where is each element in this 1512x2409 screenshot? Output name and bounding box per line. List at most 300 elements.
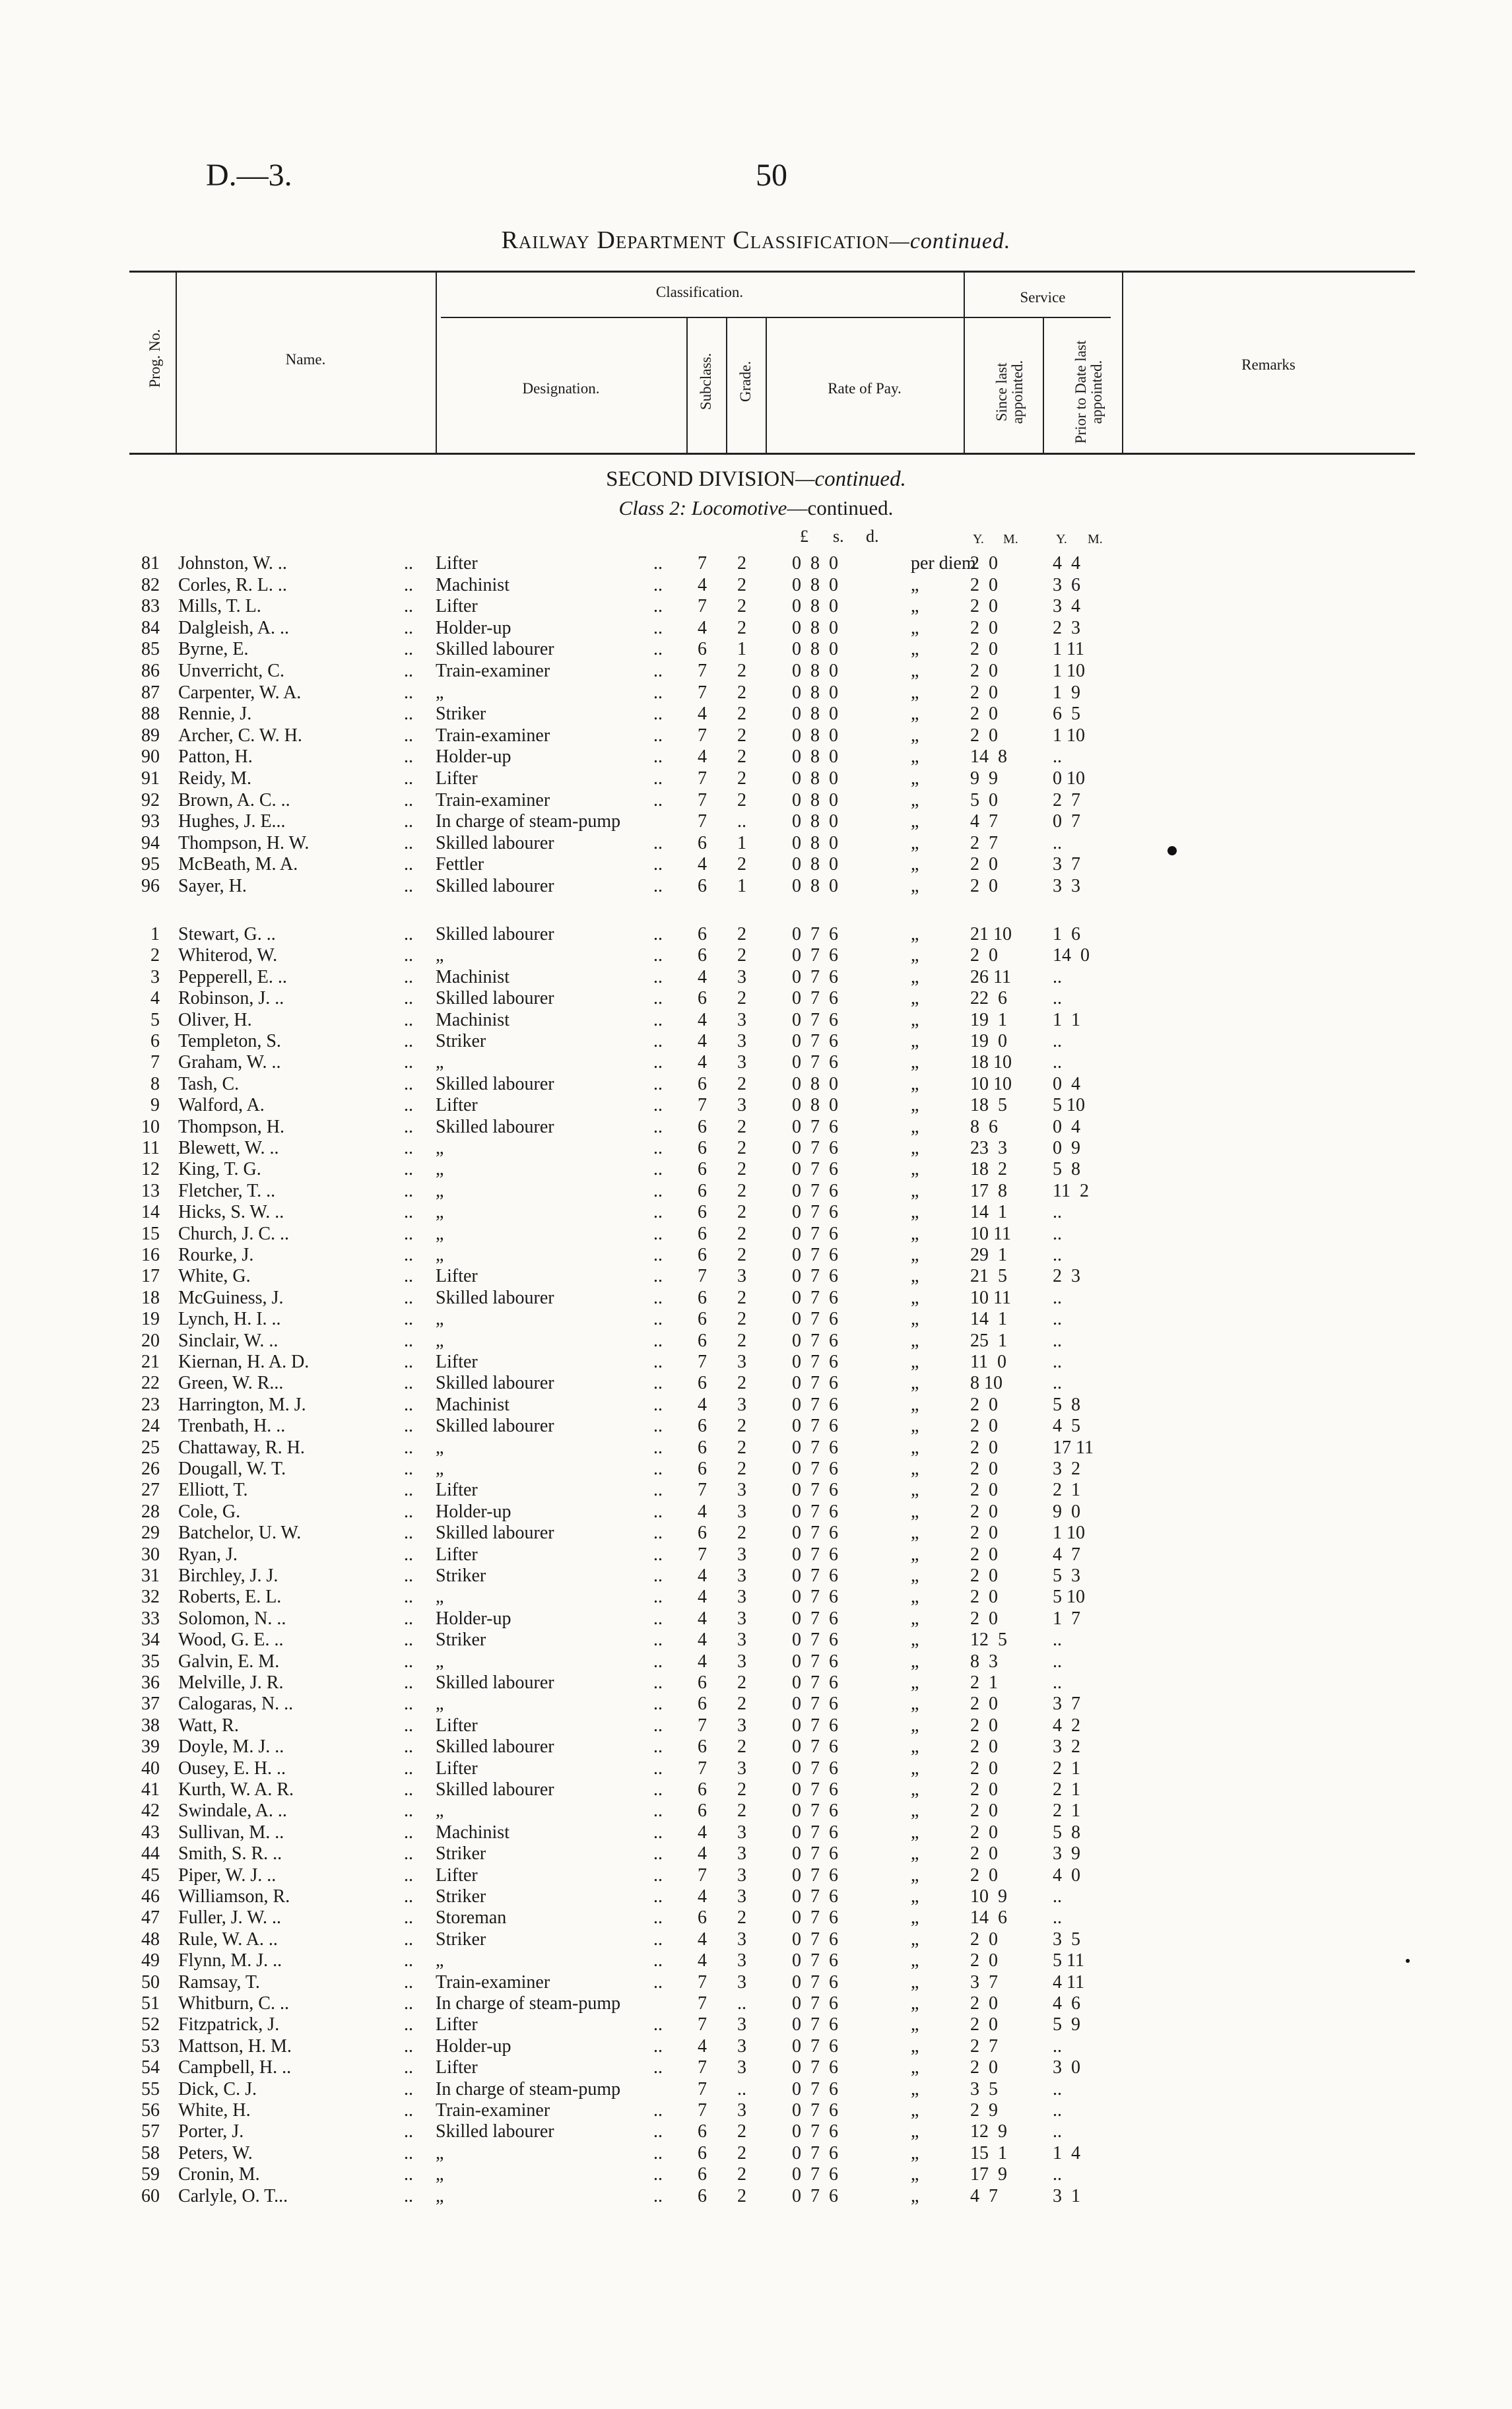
cell-prior: ..	[1053, 1886, 1062, 1907]
table-row	[0, 1822, 1512, 1843]
cell-per: „	[911, 1800, 919, 1822]
table-row	[0, 1245, 1512, 1266]
table-row	[0, 661, 1512, 682]
cell-per: „	[911, 1459, 919, 1479]
cell-since: 19 0	[970, 1031, 1007, 1051]
cell-dot2: ..	[653, 1630, 663, 1651]
cell-dot2: ..	[653, 854, 663, 875]
cell-no: 85	[141, 639, 160, 660]
cell-grade: 2	[737, 617, 746, 638]
cell-dot2: ..	[653, 1651, 663, 1672]
cell-des: Skilled labourer	[436, 1073, 554, 1094]
table-row	[0, 1566, 1512, 1587]
cell-des: „	[436, 1138, 444, 1158]
cell-per: „	[911, 1202, 919, 1223]
cell-grade: 3	[737, 1950, 746, 1971]
cell-grade: 2	[737, 1180, 746, 1201]
cell-dot2: ..	[653, 1031, 663, 1051]
cell-dot1: ..	[404, 1630, 413, 1651]
cell-prior: ..	[1053, 746, 1062, 768]
cell-dot1: ..	[404, 1672, 413, 1693]
cell-since: 2 0	[970, 1736, 998, 1758]
cell-sub: 4	[698, 1651, 707, 1672]
cell-pay: 0 7 6	[792, 966, 838, 987]
division-continued: —continued.	[795, 467, 906, 491]
cell-dot1: ..	[404, 661, 413, 681]
cell-per: „	[911, 1373, 919, 1394]
cell-dot2: ..	[653, 1694, 663, 1715]
cell-per: „	[911, 811, 919, 832]
cell-dot2: ..	[653, 1073, 663, 1094]
cell-since: 2 0	[970, 1715, 998, 1736]
cell-name: McBeath, M. A.	[178, 854, 298, 875]
cell-des: Machinist	[436, 966, 509, 987]
cell-sub: 7	[698, 1971, 707, 1993]
cell-dot2: ..	[653, 1116, 663, 1137]
cell-grade: 2	[737, 2142, 746, 2163]
cell-grade: 3	[737, 1009, 746, 1030]
cell-since: 5 0	[970, 789, 998, 810]
cell-pay: 0 7 6	[792, 1715, 838, 1736]
cell-dot2: ..	[653, 639, 663, 660]
cell-prior: 0 7	[1053, 811, 1080, 832]
cell-des: Holder-up	[436, 1501, 511, 1522]
cell-no: 9	[150, 1095, 160, 1116]
cell-sub: 6	[698, 1330, 707, 1351]
title-main: Railway Department Classification	[501, 226, 890, 254]
cell-pay: 0 7 6	[792, 1907, 838, 1929]
cell-no: 26	[141, 1459, 160, 1479]
cell-dot1: ..	[404, 2185, 413, 2206]
cell-grade: 2	[737, 1202, 746, 1223]
cell-sub: 6	[698, 832, 707, 853]
table-row	[0, 1587, 1512, 1608]
cell-no: 90	[141, 746, 160, 768]
table-row	[0, 1309, 1512, 1330]
header-remarks: Remarks	[1241, 356, 1296, 373]
cell-per: „	[911, 1073, 919, 1094]
cell-des: „	[436, 1202, 444, 1223]
cell-since: 2 0	[970, 661, 998, 681]
cell-des: Skilled labourer	[436, 1287, 554, 1308]
cell-name: Church, J. C. ..	[178, 1223, 289, 1244]
cell-sub: 4	[698, 746, 707, 768]
table-row	[0, 1779, 1512, 1800]
cell-dot2: ..	[653, 1052, 663, 1073]
table-row	[0, 1758, 1512, 1779]
cell-grade: 3	[737, 1929, 746, 1950]
cell-sub: 6	[698, 1373, 707, 1394]
cell-dot2: ..	[653, 1095, 663, 1116]
cell-since: 17 9	[970, 2164, 1007, 2185]
cell-sub: 6	[698, 1138, 707, 1158]
cell-since: 2 0	[970, 1929, 998, 1950]
cell-no: 44	[141, 1843, 160, 1864]
cell-prior: ..	[1053, 1373, 1062, 1394]
table-row	[0, 1907, 1512, 1929]
cell-since: 14 8	[970, 746, 1007, 768]
cell-per: „	[911, 1009, 919, 1030]
cell-name: Mills, T. L.	[178, 596, 261, 617]
cell-pay: 0 7 6	[792, 1929, 838, 1950]
cell-des: Lifter	[436, 768, 478, 789]
unit-months-since: M.	[1003, 532, 1018, 546]
cell-grade: 2	[737, 746, 746, 768]
cell-grade: 2	[737, 1073, 746, 1094]
cell-pay: 0 7 6	[792, 1501, 838, 1522]
cell-per: „	[911, 1223, 919, 1244]
cell-pay: 0 7 6	[792, 1950, 838, 1971]
cell-dot1: ..	[404, 832, 413, 853]
cell-sub: 6	[698, 1779, 707, 1800]
cell-per: „	[911, 2164, 919, 2185]
cell-per: „	[911, 1480, 919, 1501]
cell-dot2: ..	[653, 704, 663, 725]
cell-prior: 2 1	[1053, 1480, 1080, 1501]
cell-name: Reidy, M.	[178, 768, 251, 789]
cell-no: 11	[142, 1138, 160, 1158]
cell-grade: 3	[737, 1715, 746, 1736]
cell-pay: 0 8 0	[792, 661, 838, 681]
cell-no: 18	[141, 1287, 160, 1308]
cell-per: „	[911, 1566, 919, 1586]
cell-name: Hicks, S. W. ..	[178, 1202, 284, 1223]
cell-prior: ..	[1053, 1672, 1062, 1693]
cell-pay: 0 7 6	[792, 2078, 838, 2099]
cell-no: 22	[141, 1373, 160, 1394]
cell-since: 10 9	[970, 1886, 1007, 1907]
cell-prior: 2 7	[1053, 789, 1080, 810]
cell-grade: 2	[737, 1245, 746, 1265]
table-row	[0, 1266, 1512, 1287]
table-row	[0, 725, 1512, 746]
cell-sub: 6	[698, 945, 707, 966]
table-row	[0, 1544, 1512, 1566]
cell-des: Striker	[436, 1031, 486, 1051]
table-row	[0, 2014, 1512, 2035]
cell-prior: 3 4	[1053, 596, 1080, 617]
cell-des: „	[436, 1309, 444, 1330]
cell-des: „	[436, 1587, 444, 1608]
cell-sub: 4	[698, 1566, 707, 1586]
cell-sub: 6	[698, 2121, 707, 2142]
cell-grade: 2	[737, 1907, 746, 1929]
cell-dot2: ..	[653, 1352, 663, 1372]
cell-per: „	[911, 1287, 919, 1308]
cell-per: „	[911, 1736, 919, 1758]
cell-prior: ..	[1053, 2100, 1062, 2121]
cell-pay: 0 7 6	[792, 1480, 838, 1501]
cell-since: 2 0	[970, 1864, 998, 1886]
cell-grade: 3	[737, 1544, 746, 1565]
cell-des: „	[436, 1950, 444, 1971]
cell-des: In charge of steam-pump	[436, 1993, 621, 2014]
cell-sub: 7	[698, 1352, 707, 1372]
cell-sub: 7	[698, 768, 707, 789]
cell-dot2: ..	[653, 1971, 663, 1993]
cell-dot2: ..	[653, 2142, 663, 2163]
cell-dot1: ..	[404, 1993, 413, 2014]
cell-sub: 7	[698, 553, 707, 574]
cell-des: „	[436, 2185, 444, 2206]
cell-per: per diem	[911, 553, 976, 574]
cell-name: Green, W. R...	[178, 1373, 284, 1394]
cell-prior: 5 10	[1053, 1095, 1085, 1116]
cell-no: 25	[141, 1437, 160, 1458]
cell-sub: 7	[698, 811, 707, 832]
cell-prior: ..	[1053, 1052, 1062, 1073]
cell-no: 51	[141, 1993, 160, 2014]
cell-since: 12 9	[970, 2121, 1007, 2142]
cell-dot2: ..	[653, 1245, 663, 1265]
cell-dot1: ..	[404, 1587, 413, 1608]
cell-pay: 0 7 6	[792, 1352, 838, 1372]
cell-pay: 0 7 6	[792, 1651, 838, 1672]
cell-pay: 0 7 6	[792, 1608, 838, 1629]
cell-prior: ..	[1053, 2078, 1062, 2099]
cell-since: 2 0	[970, 1394, 998, 1415]
cell-no: 93	[141, 811, 160, 832]
cell-per: „	[911, 1180, 919, 1201]
cell-name: Rennie, J.	[178, 704, 252, 725]
cell-name: Kurth, W. A. R.	[178, 1779, 294, 1800]
cell-dot1: ..	[404, 988, 413, 1009]
cell-per: „	[911, 574, 919, 595]
cell-no: 40	[141, 1758, 160, 1779]
cell-since: 2 0	[970, 1523, 998, 1544]
cell-des: Train-examiner	[436, 2100, 550, 2121]
cell-sub: 6	[698, 2142, 707, 2163]
cell-grade: 2	[737, 1223, 746, 1244]
table-row	[0, 1181, 1512, 1202]
table-row	[0, 988, 1512, 1009]
cell-name: Pepperell, E. ..	[178, 966, 287, 987]
cell-name: Carpenter, W. A.	[178, 682, 302, 703]
cell-no: 28	[141, 1501, 160, 1522]
cell-prior: 14 0	[1053, 945, 1090, 966]
cell-dot1: ..	[404, 1523, 413, 1544]
cell-grade: 2	[737, 725, 746, 746]
cell-name: Watt, R.	[178, 1715, 239, 1736]
cell-dot2: ..	[653, 988, 663, 1009]
col-divider	[686, 317, 688, 453]
cell-per: „	[911, 1694, 919, 1715]
cell-pay: 0 7 6	[792, 1993, 838, 2014]
cell-prior: 3 7	[1053, 1694, 1080, 1715]
table-row	[0, 1117, 1512, 1138]
cell-grade: ..	[737, 811, 746, 832]
cell-grade: 3	[737, 1566, 746, 1586]
cell-des: Lifter	[436, 1758, 478, 1779]
cell-no: 48	[141, 1929, 160, 1950]
cell-grade: 1	[737, 876, 746, 896]
cell-prior: ..	[1053, 1651, 1062, 1672]
cell-no: 23	[141, 1394, 160, 1415]
cell-dot1: ..	[404, 1929, 413, 1950]
cell-per: „	[911, 1416, 919, 1437]
cell-name: Robinson, J. ..	[178, 988, 284, 1009]
cell-sub: 7	[698, 2057, 707, 2078]
cell-prior: 5 3	[1053, 1566, 1080, 1586]
cell-since: 2 0	[970, 1544, 998, 1565]
cell-per: „	[911, 1352, 919, 1372]
cell-grade: 2	[737, 1800, 746, 1822]
cell-no: 17	[141, 1266, 160, 1287]
cell-dot1: ..	[404, 1245, 413, 1265]
cell-sub: 7	[698, 1544, 707, 1565]
table-row	[0, 1159, 1512, 1180]
cell-no: 38	[141, 1715, 160, 1736]
cell-prior: ..	[1053, 1309, 1062, 1330]
cell-sub: 6	[698, 1437, 707, 1458]
header-subclass: Subclass.	[698, 352, 714, 411]
table-row	[0, 945, 1512, 966]
cell-per: „	[911, 2057, 919, 2078]
cell-grade: 3	[737, 1971, 746, 1993]
header-service: Service	[1020, 289, 1066, 306]
cell-des: Striker	[436, 1843, 486, 1864]
cell-per: „	[911, 945, 919, 966]
cell-grade: 3	[737, 2057, 746, 2078]
cell-pay: 0 8 0	[792, 1073, 838, 1094]
cell-des: Skilled labourer	[436, 924, 554, 944]
cell-des: „	[436, 1245, 444, 1265]
cell-since: 2 0	[970, 553, 998, 574]
cell-des: Skilled labourer	[436, 1736, 554, 1758]
cell-name: McGuiness, J.	[178, 1287, 284, 1308]
cell-grade: 2	[737, 596, 746, 617]
cell-since: 3 5	[970, 2078, 998, 2099]
cell-dot2: ..	[653, 966, 663, 987]
cell-prior: 1 4	[1053, 2142, 1080, 2163]
cell-grade: 2	[737, 945, 746, 966]
cell-no: 54	[141, 2057, 160, 2078]
cell-grade: 1	[737, 832, 746, 853]
cell-prior: 0 4	[1053, 1116, 1080, 1137]
cell-dot2: ..	[653, 1822, 663, 1843]
cell-no: 60	[141, 2185, 160, 2206]
cell-sub: 4	[698, 1587, 707, 1608]
cell-no: 4	[150, 988, 160, 1009]
header-name: Name.	[285, 351, 326, 368]
header-prior-to-date: Prior to Date last appointed.	[1072, 340, 1105, 444]
cell-sub: 6	[698, 1907, 707, 1929]
cell-sub: 7	[698, 789, 707, 810]
cell-pay: 0 8 0	[792, 574, 838, 595]
cell-dot2: ..	[653, 1587, 663, 1608]
cell-since: 2 0	[970, 854, 998, 875]
cell-per: „	[911, 1587, 919, 1608]
cell-prior: ..	[1053, 2035, 1062, 2057]
cell-pay: 0 7 6	[792, 1309, 838, 1330]
cell-prior: 5 8	[1053, 1159, 1080, 1180]
cell-pay: 0 7 6	[792, 1523, 838, 1544]
cell-no: 20	[141, 1330, 160, 1351]
cell-dot2: ..	[653, 1907, 663, 1929]
cell-dot1: ..	[404, 2014, 413, 2035]
cell-grade: 2	[737, 2185, 746, 2206]
cell-grade: 2	[737, 1373, 746, 1394]
cell-prior: ..	[1053, 1630, 1062, 1651]
title-continued: —continued.	[889, 229, 1011, 253]
cell-des: Skilled labourer	[436, 988, 554, 1009]
cell-no: 82	[141, 574, 160, 595]
table-row	[0, 2143, 1512, 2164]
unit-pence: d.	[866, 527, 879, 546]
cell-since: 19 1	[970, 1009, 1007, 1030]
cell-no: 34	[141, 1630, 160, 1651]
cell-sub: 4	[698, 617, 707, 638]
cell-dot2: ..	[653, 661, 663, 681]
cell-grade: 3	[737, 1886, 746, 1907]
cell-dot1: ..	[404, 1566, 413, 1586]
cell-des: Skilled labourer	[436, 1779, 554, 1800]
cell-dot1: ..	[404, 1779, 413, 1800]
page-identifier: D.—3.	[206, 158, 292, 193]
unit-years-prior: Y.	[1056, 532, 1067, 546]
cell-sub: 6	[698, 1159, 707, 1180]
table-row	[0, 1010, 1512, 1031]
cell-per: „	[911, 1095, 919, 1116]
cell-since: 2 1	[970, 1672, 998, 1693]
cell-sub: 6	[698, 1694, 707, 1715]
cell-pay: 0 7 6	[792, 1864, 838, 1886]
table-row	[0, 1031, 1512, 1052]
table-row	[0, 2036, 1512, 2057]
cell-dot1: ..	[404, 746, 413, 768]
cell-pay: 0 7 6	[792, 1052, 838, 1073]
table-row	[0, 1502, 1512, 1523]
cell-pay: 0 8 0	[792, 832, 838, 853]
cell-pay: 0 7 6	[792, 1758, 838, 1779]
cell-dot1: ..	[404, 1416, 413, 1437]
table-row	[0, 746, 1512, 768]
table-row	[0, 553, 1512, 574]
cell-no: 50	[141, 1971, 160, 1993]
table-row	[0, 1224, 1512, 1245]
cell-no: 96	[141, 876, 160, 896]
cell-prior: 4 4	[1053, 553, 1080, 574]
cell-since: 2 0	[970, 1779, 998, 1800]
cell-name: Fitzpatrick, J.	[178, 2014, 280, 2035]
cell-dot1: ..	[404, 1138, 413, 1158]
cell-dot1: ..	[404, 1736, 413, 1758]
cell-pay: 0 8 0	[792, 617, 838, 638]
table-row	[0, 2057, 1512, 2078]
cell-per: „	[911, 1651, 919, 1672]
cell-des: Striker	[436, 704, 486, 725]
cell-des: Holder-up	[436, 746, 511, 768]
table-row	[0, 1886, 1512, 1907]
cell-since: 2 0	[970, 876, 998, 896]
cell-sub: 6	[698, 1223, 707, 1244]
cell-prior: 1 6	[1053, 924, 1080, 944]
cell-dot2: ..	[653, 596, 663, 617]
cell-grade: 2	[737, 789, 746, 810]
cell-pay: 0 7 6	[792, 945, 838, 966]
cell-grade: 2	[737, 1523, 746, 1544]
class-name: Locomotive	[691, 496, 787, 519]
cell-per: „	[911, 768, 919, 789]
cell-des: Train-examiner	[436, 1971, 550, 1993]
table-row	[0, 1800, 1512, 1822]
cell-des: Machinist	[436, 1394, 509, 1415]
cell-prior: 4 6	[1053, 1993, 1080, 2014]
cell-prior: 5 10	[1053, 1587, 1085, 1608]
cell-des: „	[436, 1180, 444, 1201]
table-row	[0, 2121, 1512, 2142]
cell-per: „	[911, 924, 919, 944]
